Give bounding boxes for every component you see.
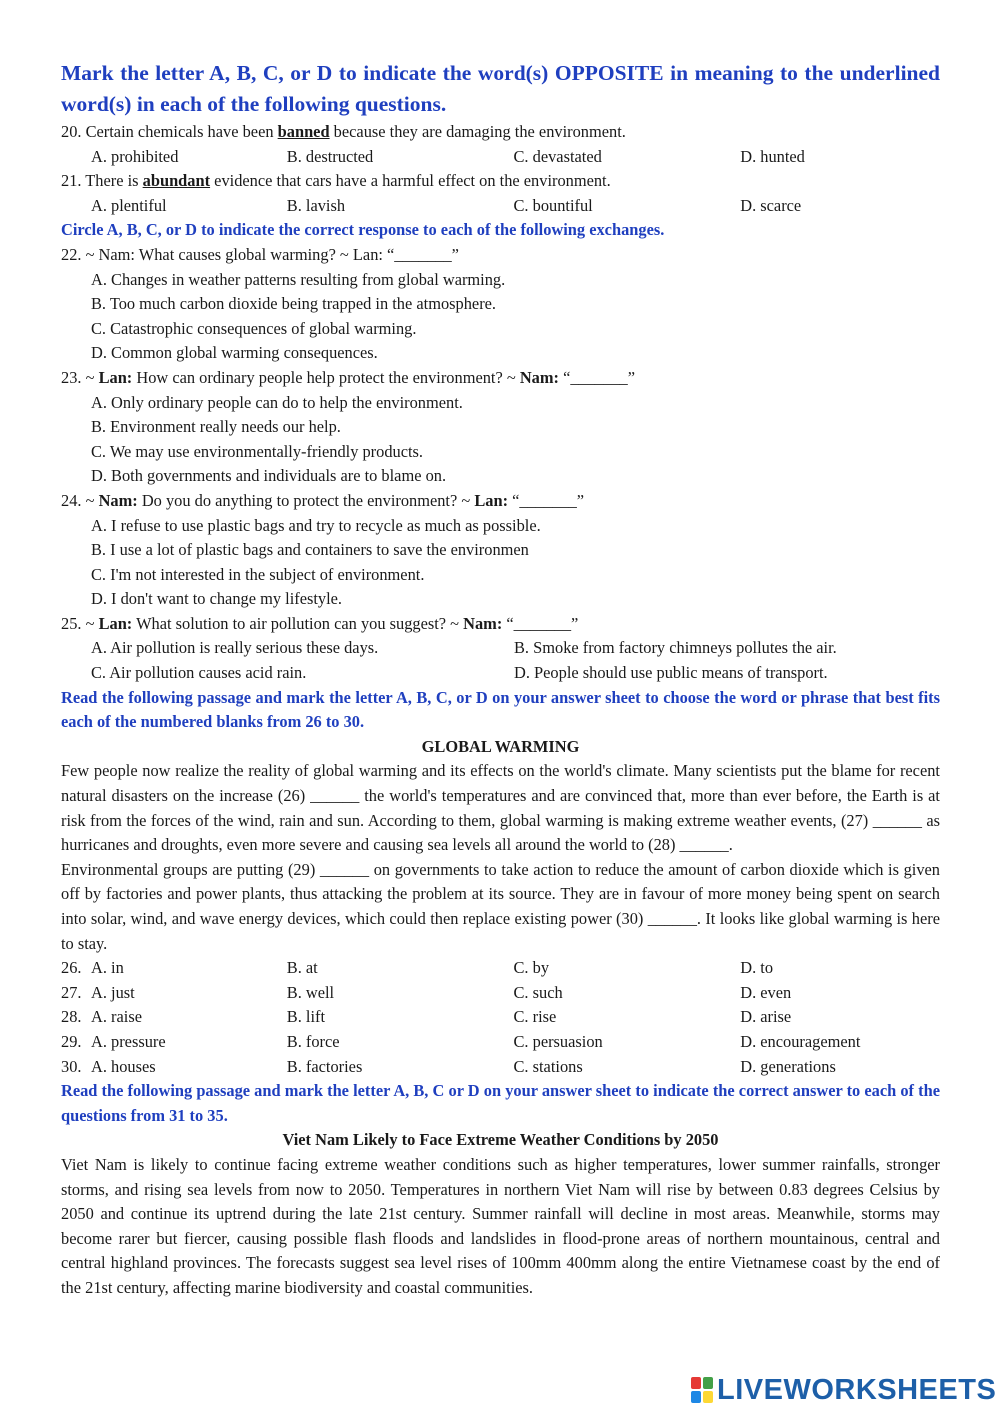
q26-option-a[interactable]: A. in (91, 958, 124, 978)
q20-option-a[interactable]: A. prohibited (91, 146, 179, 166)
q23-speaker-1: Lan: (98, 367, 133, 387)
q29-option-b[interactable]: B. force (286, 1031, 340, 1051)
q28-option-b[interactable]: B. lift (286, 1007, 326, 1027)
q23-option-c[interactable]: C. We may use environmentally-friendly products. (91, 441, 424, 461)
passage2-paragraph: Viet Nam is likely to continue facing extreme weather conditions such as higher temperatures, lower summer rainfalls, stronger storms, and rising sea levels from now to 2050. Temperatures in northern Viet Nam will rise by between 0.83 degrees Celsius by 2050 and continue its uptrend during the late 21st century. Summer rainfall will decline in most areas. Meanwhile, storms may become rarer but fiercer, causing possible flash floods and landslides in flood-prone areas of northern mountainous, central and central highland provinces. The forecasts suggest sea level rises of 100mm 400mm along the entire Vietnamese coast by the end of the 21st century, affecting marine biodiversity and coastal communities. (61, 1154, 940, 1297)
q23-option-d[interactable]: D. Both governments and individuals are to blame on. (91, 466, 447, 486)
q30-option-b[interactable]: B. factories (286, 1056, 363, 1076)
passage1-paragraph-1: Few people now realize the reality of global warming and its effects on the world's climate. Many scientists put the blame for recent natural disasters on the increase (26) ______ the world's temperatures and are convinced that, more than ever before, the Earth is at risk from the forces of the wind, rain and sun. According to them, global warming is making extreme weather events, (27) ______ as hurricanes and droughts, even more severe and causing sea levels all around the world to (28) ______. (61, 761, 940, 855)
logo-tile-3 (691, 1391, 701, 1403)
passage1-title: GLOBAL WARMING (421, 736, 580, 756)
q27-option-a[interactable]: A. just (91, 982, 135, 1002)
q25-text-2: “_______” (502, 613, 579, 633)
q30-number: 30. (61, 1056, 82, 1076)
q27-option-d[interactable]: D. even (740, 982, 792, 1002)
q23-text-1: How can ordinary people help protect the environment? ~ (132, 367, 520, 387)
q22-option-c[interactable]: C. Catastrophic consequences of global warming. (91, 318, 417, 338)
q21-options (61, 194, 940, 219)
q20-option-c[interactable]: C. devastated (513, 146, 602, 166)
q23-number: 23. ~ (61, 367, 99, 387)
q29-option-c[interactable]: C. persuasion (513, 1031, 603, 1051)
q24-option-c[interactable]: C. I'm not interested in the subject of environment. (91, 564, 425, 584)
q26-number: 26. (61, 958, 82, 978)
passage2-title: Viet Nam Likely to Face Extreme Weather Conditions by 2050 (282, 1130, 719, 1150)
q20-text-post: because they are damaging the environment. (329, 122, 626, 141)
q25-option-c[interactable]: C. Air pollution causes acid rain. (91, 663, 307, 683)
q29-option-d[interactable]: D. encouragement (740, 1031, 861, 1051)
q20-option-d[interactable]: D. hunted (740, 146, 805, 166)
liveworksheets-logo-icon (691, 1377, 713, 1403)
question-21 (61, 169, 940, 194)
q28-option-c[interactable]: C. rise (513, 1007, 557, 1027)
q27-number: 27. (61, 982, 82, 1002)
q26-option-b[interactable]: B. at (286, 958, 318, 978)
q29-option-a[interactable]: A. pressure (91, 1031, 166, 1051)
section1-heading: Mark the letter A, B, C, or D to indicate the word(s) OPPOSITE in meaning to the underlined word(s) in each of the following questions. (61, 61, 940, 116)
q21-option-a[interactable]: A. plentiful (91, 195, 167, 215)
q24-speaker-1: Nam: (98, 490, 138, 510)
section3-heading: Read the following passage and mark the letter A, B, C, or D on your answer sheet to choose the word or phrase that best fits each of the numbered blanks from 26 to 30. (61, 687, 940, 732)
question-20 (61, 120, 940, 145)
q24-option-a[interactable]: A. I refuse to use plastic bags and try to recycle as much as possible. (91, 515, 541, 535)
q20-underlined-word: banned (277, 122, 330, 141)
q28-number: 28. (61, 1007, 82, 1027)
logo-tile-4 (703, 1391, 713, 1403)
question-25 (61, 612, 940, 637)
logo-tile-1 (691, 1377, 701, 1389)
section4-heading: Read the following passage and mark the letter A, B, C or D on your answer sheet to indicate the correct answer to each of the questions from 31 to 35. (61, 1081, 940, 1125)
question-22: 22. ~ Nam: What causes global warming? ~ Lan: “_______” (61, 244, 459, 264)
liveworksheets-logo-text: LIVEWORKSHEETS (717, 1373, 997, 1406)
q25-text-1: What solution to air pollution can you suggest? ~ (132, 613, 464, 633)
q26-option-c[interactable]: C. by (513, 958, 550, 978)
q22-option-a[interactable]: A. Changes in weather patterns resulting from global warming. (91, 269, 506, 289)
logo-tile-2 (703, 1377, 713, 1389)
q30-option-c[interactable]: C. stations (513, 1056, 583, 1076)
q24-number: 24. ~ (61, 490, 99, 510)
q23-option-a[interactable]: A. Only ordinary people can do to help the environment. (91, 392, 463, 412)
q24-text-1: Do you do anything to protect the environment? ~ (137, 490, 475, 510)
passage1-paragraph-2: Environmental groups are putting (29) ______ on governments to take action to reduce the amount of carbon dioxide which is given off by factories and power plants, thus attacking the problem at its source. They are in favour of more money being spent on search into solar, wind, and wave energy devices, which could then replace existing power (30) ______. It looks like global warming is here to stay. (61, 859, 940, 953)
q21-underlined-word: abundant (142, 171, 211, 191)
q24-text-2: “_______” (508, 490, 585, 510)
liveworksheets-logo[interactable] (691, 1374, 996, 1406)
question-26 (61, 956, 940, 981)
q25-option-b[interactable]: B. Smoke from factory chimneys pollutes the air. (514, 638, 837, 658)
q30-option-d[interactable]: D. generations (740, 1056, 836, 1076)
q21-text-pre: 21. There is (61, 171, 143, 191)
q21-option-c[interactable]: C. bountiful (513, 195, 593, 215)
q25-number: 25. ~ (61, 613, 99, 633)
q25-option-a[interactable]: A. Air pollution is really serious these days. (91, 638, 379, 658)
q25-speaker-2: Nam: (463, 613, 503, 633)
q28-option-a[interactable]: A. raise (91, 1007, 142, 1027)
q29-number: 29. (61, 1031, 82, 1051)
q24-speaker-2: Lan: (474, 490, 509, 510)
q25-speaker-1: Lan: (98, 613, 133, 633)
q23-speaker-2: Nam: (519, 367, 559, 387)
q22-option-b[interactable]: B. Too much carbon dioxide being trapped in the atmosphere. (91, 294, 497, 314)
q22-option-d[interactable]: D. Common global warming consequences. (91, 343, 378, 363)
q21-option-b[interactable]: B. lavish (286, 195, 346, 215)
q20-options (61, 145, 940, 170)
section2-heading: Circle A, B, C, or D to indicate the correct response to each of the following exchanges. (61, 220, 665, 240)
q21-text-post: evidence that cars have a harmful effect on the environment. (210, 171, 611, 191)
q23-option-b[interactable]: B. Environment really needs our help. (91, 417, 341, 437)
q27-option-c[interactable]: C. such (513, 982, 563, 1002)
question-24 (61, 489, 940, 514)
worksheet-content (61, 58, 940, 1301)
q25-options-row-1 (61, 636, 940, 661)
q23-text-2: “_______” (558, 367, 635, 387)
q28-option-d[interactable]: D. arise (740, 1007, 792, 1027)
question-27 (61, 981, 940, 1006)
q25-option-d[interactable]: D. People should use public means of transport. (514, 663, 828, 683)
question-29 (61, 1030, 940, 1055)
q24-option-d[interactable]: D. I don't want to change my lifestyle. (91, 589, 343, 609)
q21-option-d[interactable]: D. scarce (740, 195, 802, 215)
q24-option-b[interactable]: B. I use a lot of plastic bags and containers to save the environmen (91, 540, 529, 560)
q26-option-d[interactable]: D. to (740, 958, 774, 978)
question-23 (61, 366, 940, 391)
question-28 (61, 1005, 940, 1030)
q20-option-b[interactable]: B. destructed (286, 146, 374, 166)
q30-option-a[interactable]: A. houses (91, 1056, 156, 1076)
q27-option-b[interactable]: B. well (286, 982, 335, 1002)
q20-text-pre: 20. Certain chemicals have been (61, 122, 278, 141)
q25-options-row-2 (61, 661, 940, 686)
question-30 (61, 1055, 940, 1080)
